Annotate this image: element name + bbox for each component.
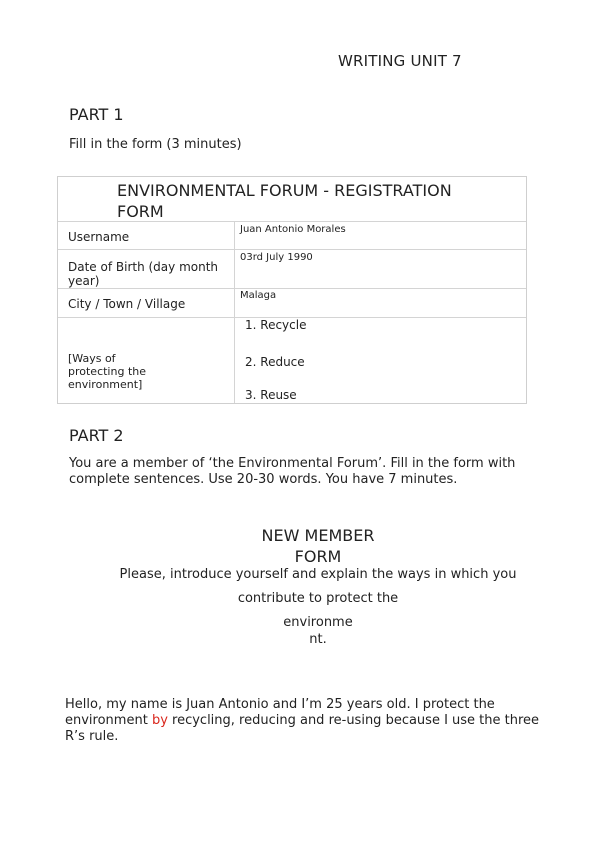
new-member-intro-line2: contribute to protect the bbox=[237, 591, 399, 606]
table-divider bbox=[58, 249, 526, 250]
new-member-form-title bbox=[18, 525, 600, 567]
new-member-title-line2: FORM bbox=[294, 547, 342, 566]
answer-text-part1: Hello, my name is Juan Antonio and I’m 25 years old. I protect the environment bbox=[65, 697, 495, 728]
ways-label-line2: protecting the bbox=[68, 365, 146, 378]
unit-title: WRITING UNIT 7 bbox=[338, 52, 462, 70]
answer-highlight: by bbox=[151, 713, 168, 728]
new-member-title-line1: NEW MEMBER bbox=[261, 526, 375, 545]
ways-item-recycle[interactable]: 1. Recycle bbox=[245, 318, 307, 332]
ways-label bbox=[68, 352, 228, 391]
city-value[interactable]: Malaga bbox=[240, 290, 277, 301]
username-value[interactable]: Juan Antonio Morales bbox=[240, 224, 346, 235]
ways-item-reduce[interactable]: 2. Reduce bbox=[245, 355, 305, 369]
new-member-intro-line3b: nt. bbox=[309, 632, 327, 647]
dob-value[interactable]: 03rd July 1990 bbox=[240, 252, 313, 263]
part1-heading: PART 1 bbox=[69, 105, 124, 124]
answer-text-part2: recycling, reducing and re-using because I use the three R’s rule. bbox=[65, 713, 540, 744]
dob-label: Date of Birth (day month year) bbox=[68, 260, 219, 288]
part2-heading: PART 2 bbox=[69, 426, 124, 445]
new-member-intro-line1: Please, introduce yourself and explain the ways in which you bbox=[119, 567, 517, 582]
table-divider bbox=[58, 288, 526, 289]
username-label: Username bbox=[68, 230, 130, 244]
part2-instruction: You are a member of ‘the Environmental Forum’. Fill in the form with complete sentences. Use 20-30 words. You have 7 minutes. bbox=[69, 456, 516, 487]
table-divider bbox=[58, 221, 526, 222]
new-member-intro-line3a: environme bbox=[283, 615, 353, 630]
part1-instruction: Fill in the form (3 minutes) bbox=[69, 137, 242, 152]
ways-item-reuse[interactable]: 3. Reuse bbox=[245, 388, 297, 402]
answer-paragraph[interactable] bbox=[65, 697, 545, 745]
new-member-intro-line3 bbox=[18, 614, 600, 648]
registration-form-table bbox=[57, 176, 527, 404]
table-column-divider bbox=[234, 222, 235, 403]
form-title-line1: ENVIRONMENTAL FORUM - REGISTRATION bbox=[117, 181, 452, 200]
form-title-line2: FORM bbox=[117, 202, 164, 221]
form-title bbox=[117, 180, 517, 222]
ways-label-line1: [Ways of bbox=[68, 352, 116, 365]
ways-label-line3: environment] bbox=[68, 378, 143, 391]
city-label: City / Town / Village bbox=[68, 297, 186, 311]
